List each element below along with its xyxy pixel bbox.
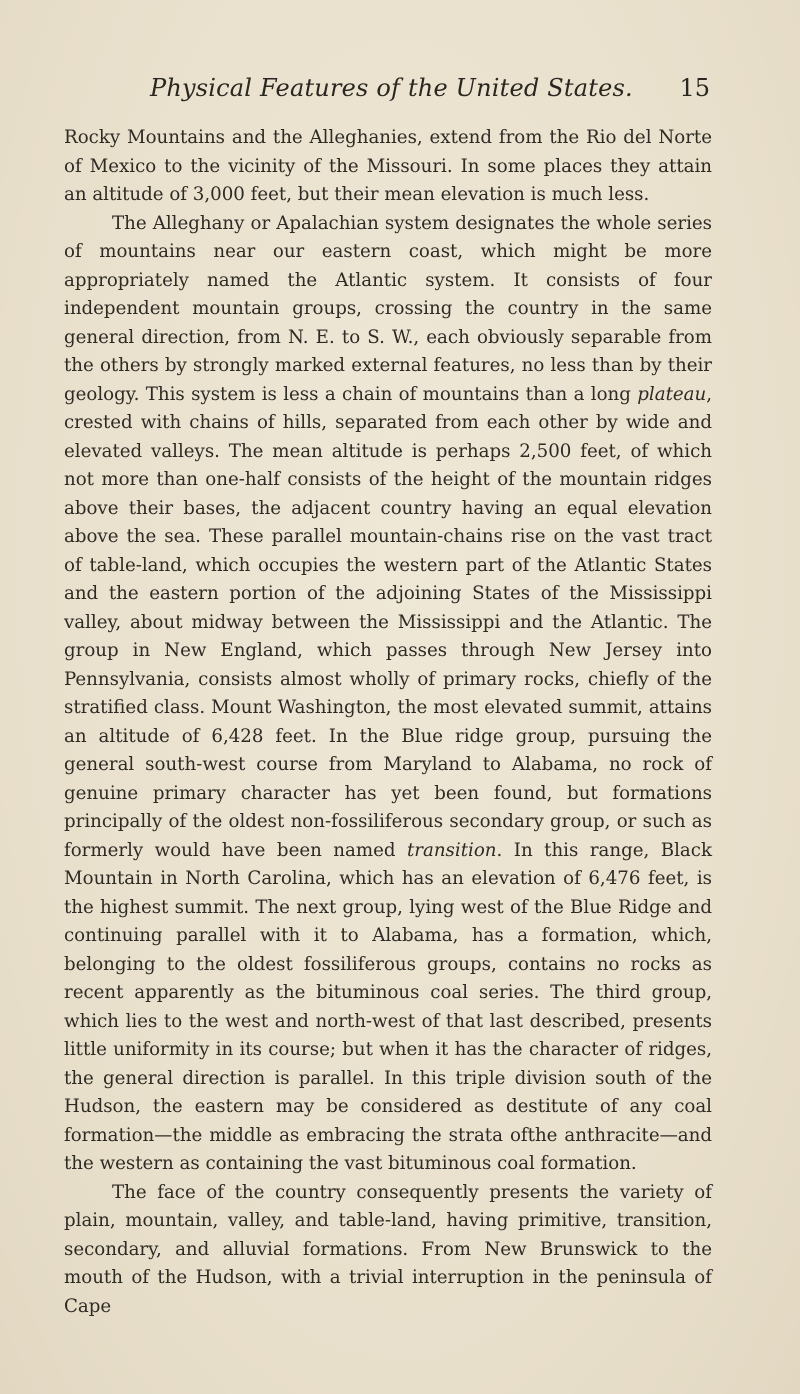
paragraph-text: Rocky Mountains and the Alleghanies, extend from the Rio del Norte of Mexico to the vicinity of the Missouri. In some places they attain an altitude of 3,000 feet, but their mean elevation is much less. bbox=[64, 127, 712, 205]
paragraph bbox=[64, 210, 712, 1179]
paragraph-text: . In this range, Black Mountain in North Carolina, which has an elevation of 6,476 feet, is the highest summit. The next group, lying west of the Blue Ridge and continuing parallel with it to Alabama, has a formation, which, belonging to the oldest fossiliferous groups, contains no rocks as recent apparently as the bituminous coal series. The third group, which lies to the west and north-west of that last described, presents little uniformity in its course; but when it has the character of ridges, the general direction is parallel. In this triple division south of the Hudson, the eastern may be considered as destitute of any coal formation—the middle as embracing the strata ofthe anthracite—and the western as containing the vast bituminous coal formation. bbox=[64, 839, 712, 1174]
page-number: 15 bbox=[679, 74, 710, 102]
running-title: Physical Features of the United States. bbox=[150, 74, 633, 102]
paragraph-text: The Alleghany or Apalachian system designates the whole series of mountains near our eastern coast, which might be more appropriately named the Atlantic system. It consists of four independent mountain groups, crossing the country in the same general direction, from N. E. to S. W., each obviously separable from the others by strongly marked external features, no less than by their geology. This system is less a chain of mountains than a long bbox=[64, 212, 712, 405]
italic-term: plateau bbox=[637, 383, 707, 405]
body-text bbox=[64, 124, 712, 1321]
italic-term: transition bbox=[407, 839, 497, 861]
paragraph bbox=[64, 124, 712, 210]
paragraph-text: The face of the country consequently presents the variety of plain, mountain, valley, and table-land, having primitive, transition, secondary, and alluvial formations. From New Brunswick to the mouth of the Hudson, with a trivial interruption in the peninsula of Cape bbox=[64, 1181, 712, 1317]
paragraph bbox=[64, 1179, 712, 1322]
paragraph-text: , crested with chains of hills, separated from each other by wide and elevated valleys. The mean altitude is perhaps 2,500 feet, of which not more than one-half consists of the height of the mountain ridges above their bases, the adjacent country having an equal elevation above the sea. These parallel mountain-chains rise on the vast tract of table-land, which occupies the western part of the Atlantic States and the eastern portion of the adjoining States of the Mississippi valley, about midway between the Mississippi and the Atlantic. The group in New England, which passes through New Jersey into Pennsylvania, consists almost wholly of primary rocks, chiefly of the stratified class. Mount Washington, the most elevated summit, attains an altitude of 6,428 feet. In the Blue ridge group, pursuing the general south-west course from Maryland to Alabama, no rock of genuine primary character has yet been found, but formations principally of the oldest non-fossiliferous secondary group, or such as formerly would have been named bbox=[64, 383, 712, 861]
page-header bbox=[150, 74, 710, 114]
